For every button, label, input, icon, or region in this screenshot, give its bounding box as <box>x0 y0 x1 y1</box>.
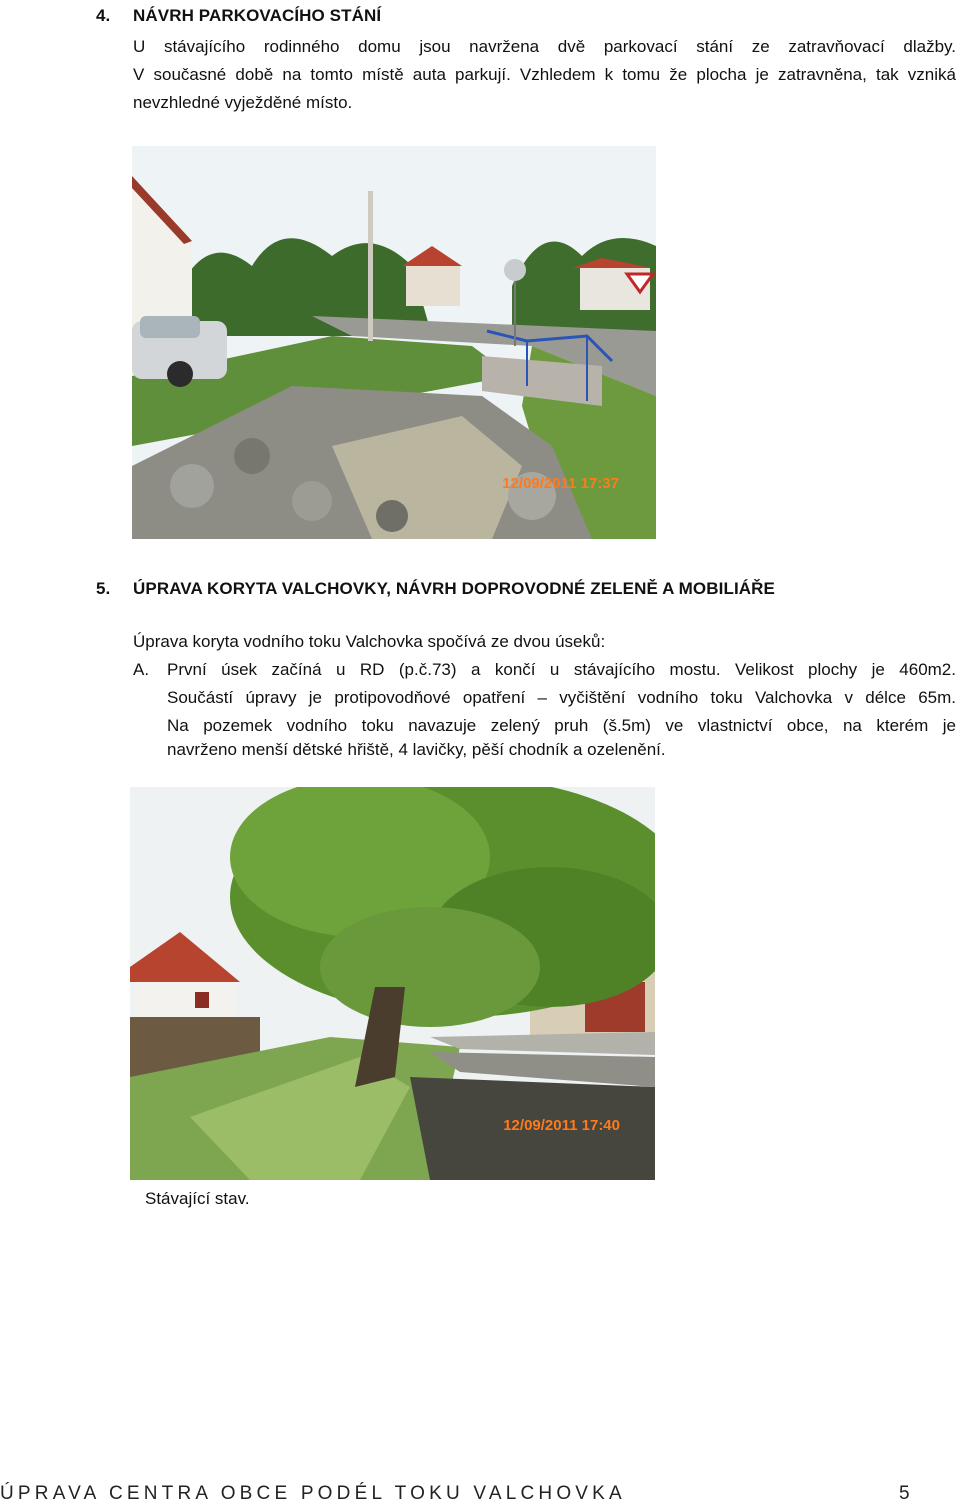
section-4-line-1: U stávajícího rodinného domu jsou navržena dvě parkovací stání ze zatravňovací dlažby. <box>133 37 956 56</box>
photo-stream-tree <box>130 787 655 1180</box>
photo-parking-area <box>132 146 656 539</box>
photo2-timestamp: 12/09/2011 17:40 <box>503 1117 620 1134</box>
section-5-item-label: A. <box>133 660 150 679</box>
section-5-item-line-4: navrženo menší dětské hřiště, 4 lavičky, pěší chodník a ozelenění. <box>167 740 666 759</box>
photo1-timestamp: 12/09/2011 17:37 <box>502 475 619 492</box>
section-5-item-line-3: Na pozemek vodního toku navazuje zelený pruh (š.5m) ve vlastnictví obce, na kterém je <box>167 716 956 735</box>
section-5-item-line-1: První úsek začíná u RD (p.č.73) a končí u stávajícího mostu. Velikost plochy je 460m2. <box>167 660 956 679</box>
section-4-line-3: nevzhledné vyježděné místo. <box>133 93 353 112</box>
section-4-number: 4. <box>96 6 111 25</box>
section-5-item-line-2: Součástí úpravy je protipovodňové opatření – vyčištění vodního toku Valchovka v délce 65m. <box>167 688 956 707</box>
footer-page-number: 5 <box>899 1483 910 1504</box>
section-4-title: NÁVRH PARKOVACÍHO STÁNÍ <box>133 6 382 25</box>
section-5-intro: Úprava koryta vodního toku Valchovka spočívá ze dvou úseků: <box>133 632 606 651</box>
section-4-line-2: V současné době na tomto místě auta parkují. Vzhledem k tomu že plocha je zatravněna, tak vzniká <box>133 65 956 84</box>
section-5-title: ÚPRAVA KORYTA VALCHOVKY, NÁVRH DOPROVODNÉ ZELENĚ A MOBILIÁŘE <box>133 579 775 598</box>
section-5-heading <box>96 579 775 599</box>
photo-caption: Stávající stav. <box>145 1189 250 1208</box>
section-5-number: 5. <box>96 579 111 598</box>
footer-document-title: ÚPRAVA CENTRA OBCE PODÉL TOKU VALCHOVKA <box>0 1483 626 1504</box>
section-4-heading <box>96 6 381 26</box>
